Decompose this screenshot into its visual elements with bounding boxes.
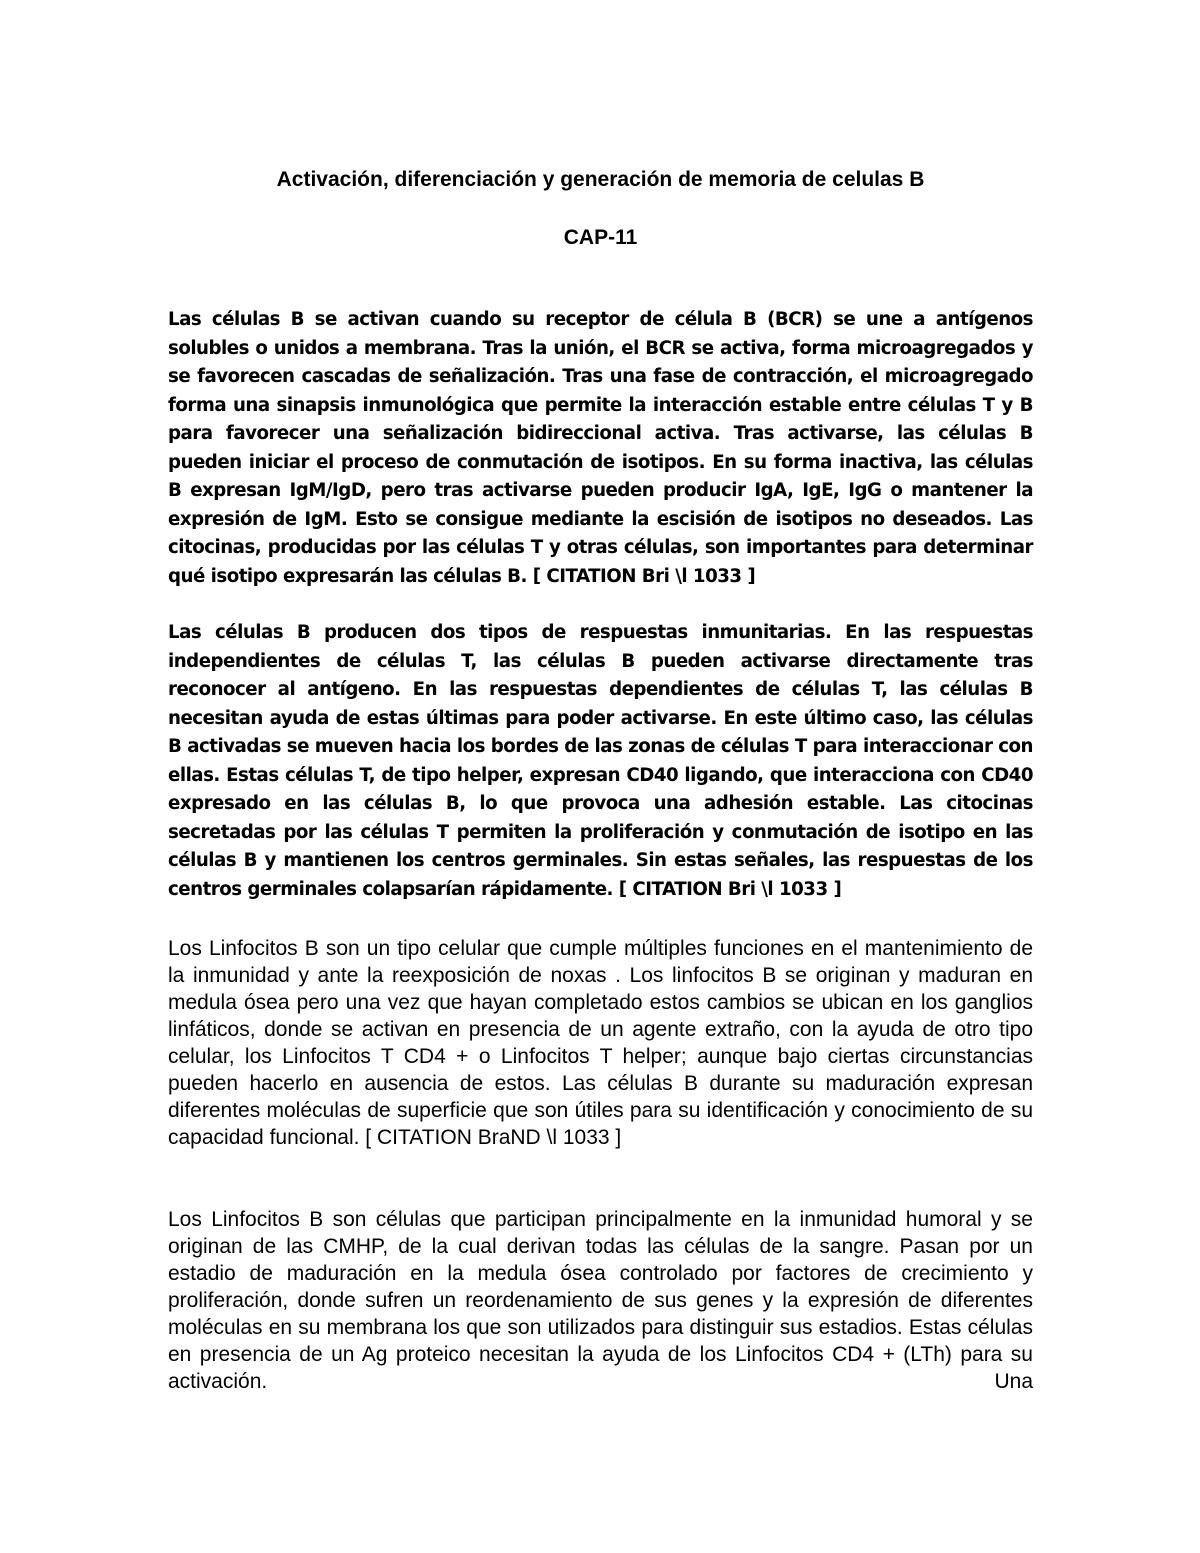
chapter-label: CAP-11 (563, 226, 638, 249)
paragraph-b-lymphocytes-functions: Los Linfocitos B son un tipo celular que cumple múltiples funciones en el mantenimiento de la inmunidad y ante la reexposición de noxas . Los linfocitos B se originan y maduran en medula ósea pero una vez que hayan completado estos cambios se ubican en los ganglios linfáticos, donde se activan en presencia de un agente extraño, con la ayuda de otro tipo celular, los Linfocitos T CD4 + o Linfocitos T helper; aunque bajo ciertas circunstancias pueden hacerlo en ausencia de estos. Las células B durante su maduración expresan diferentes moléculas de superficie que son útiles para su identificación y conocimiento de su capacidad funcional. [ CITATION BraND \l 1033 ] (168, 937, 1033, 1149)
document-title: Activación, diferenciación y generación de memoria de celulas B (276, 168, 925, 191)
paragraph-b-lymphocytes-maturation: Los Linfocitos B son células que participan principalmente en la inmunidad humoral y se originan de las CMHP, de la cual derivan todas las células de la sangre. Pasan por un estadio de maduración en la medula ósea controlado por factores de crecimiento y proliferación, donde sufren un reordenamiento de sus genes y la expresión de diferentes moléculas en su membrana los que son utilizados para distinguir sus estadios. Estas células en presencia de un Ag proteico necesitan la ayuda de los Linfocitos CD4 + (LTh) para su activación. Una (168, 1208, 1033, 1393)
paragraph-immune-responses: Las células B producen dos tipos de respuestas inmunitarias. En las respuestas independientes de células T, las células B pueden activarse directamente tras reconocer al antígeno. En las respuestas dependientes de células T, las células B necesitan ayuda de estas últimas para poder activarse. En este último caso, las células B activadas se mueven hacia los bordes de las zonas de células T para interaccionar con ellas. Estas células T, de tipo helper, expresan CD40 ligando, que interacciona con CD40 expresado en las células B, lo que provoca una adhesión estable. Las citocinas secretadas por las células T permiten la proliferación y conmutación de isotipo en las células B y mantienen los centros germinales. Sin estas señales, las respuestas de los centros germinales colapsarían rápidamente. [ CITATION Bri \l 1033 ] (168, 622, 1033, 900)
paragraph-bcr-activation: Las células B se activan cuando su receptor de célula B (BCR) se une a antígenos solubles o unidos a membrana. Tras la unión, el BCR se activa, forma microagregados y se favorecen cascadas de señalización. Tras una fase de contracción, el microagregado forma una sinapsis inmunológica que permite la interacción estable entre células T y B para favorecer una señalización bidireccional activa. Tras activarse, las células B pueden iniciar el proceso de conmutación de isotipos. En su forma inactiva, las células B expresan IgM/IgD, pero tras activarse pueden producir IgA, IgE, IgG o mantener la expresión de IgM. Esto se consigue mediante la escisión de isotipos no deseados. Las citocinas, producidas por las células T y otras células, son importantes para determinar qué isotipo expresarán las células B. [ CITATION Bri \l 1033 ] (168, 309, 1033, 587)
